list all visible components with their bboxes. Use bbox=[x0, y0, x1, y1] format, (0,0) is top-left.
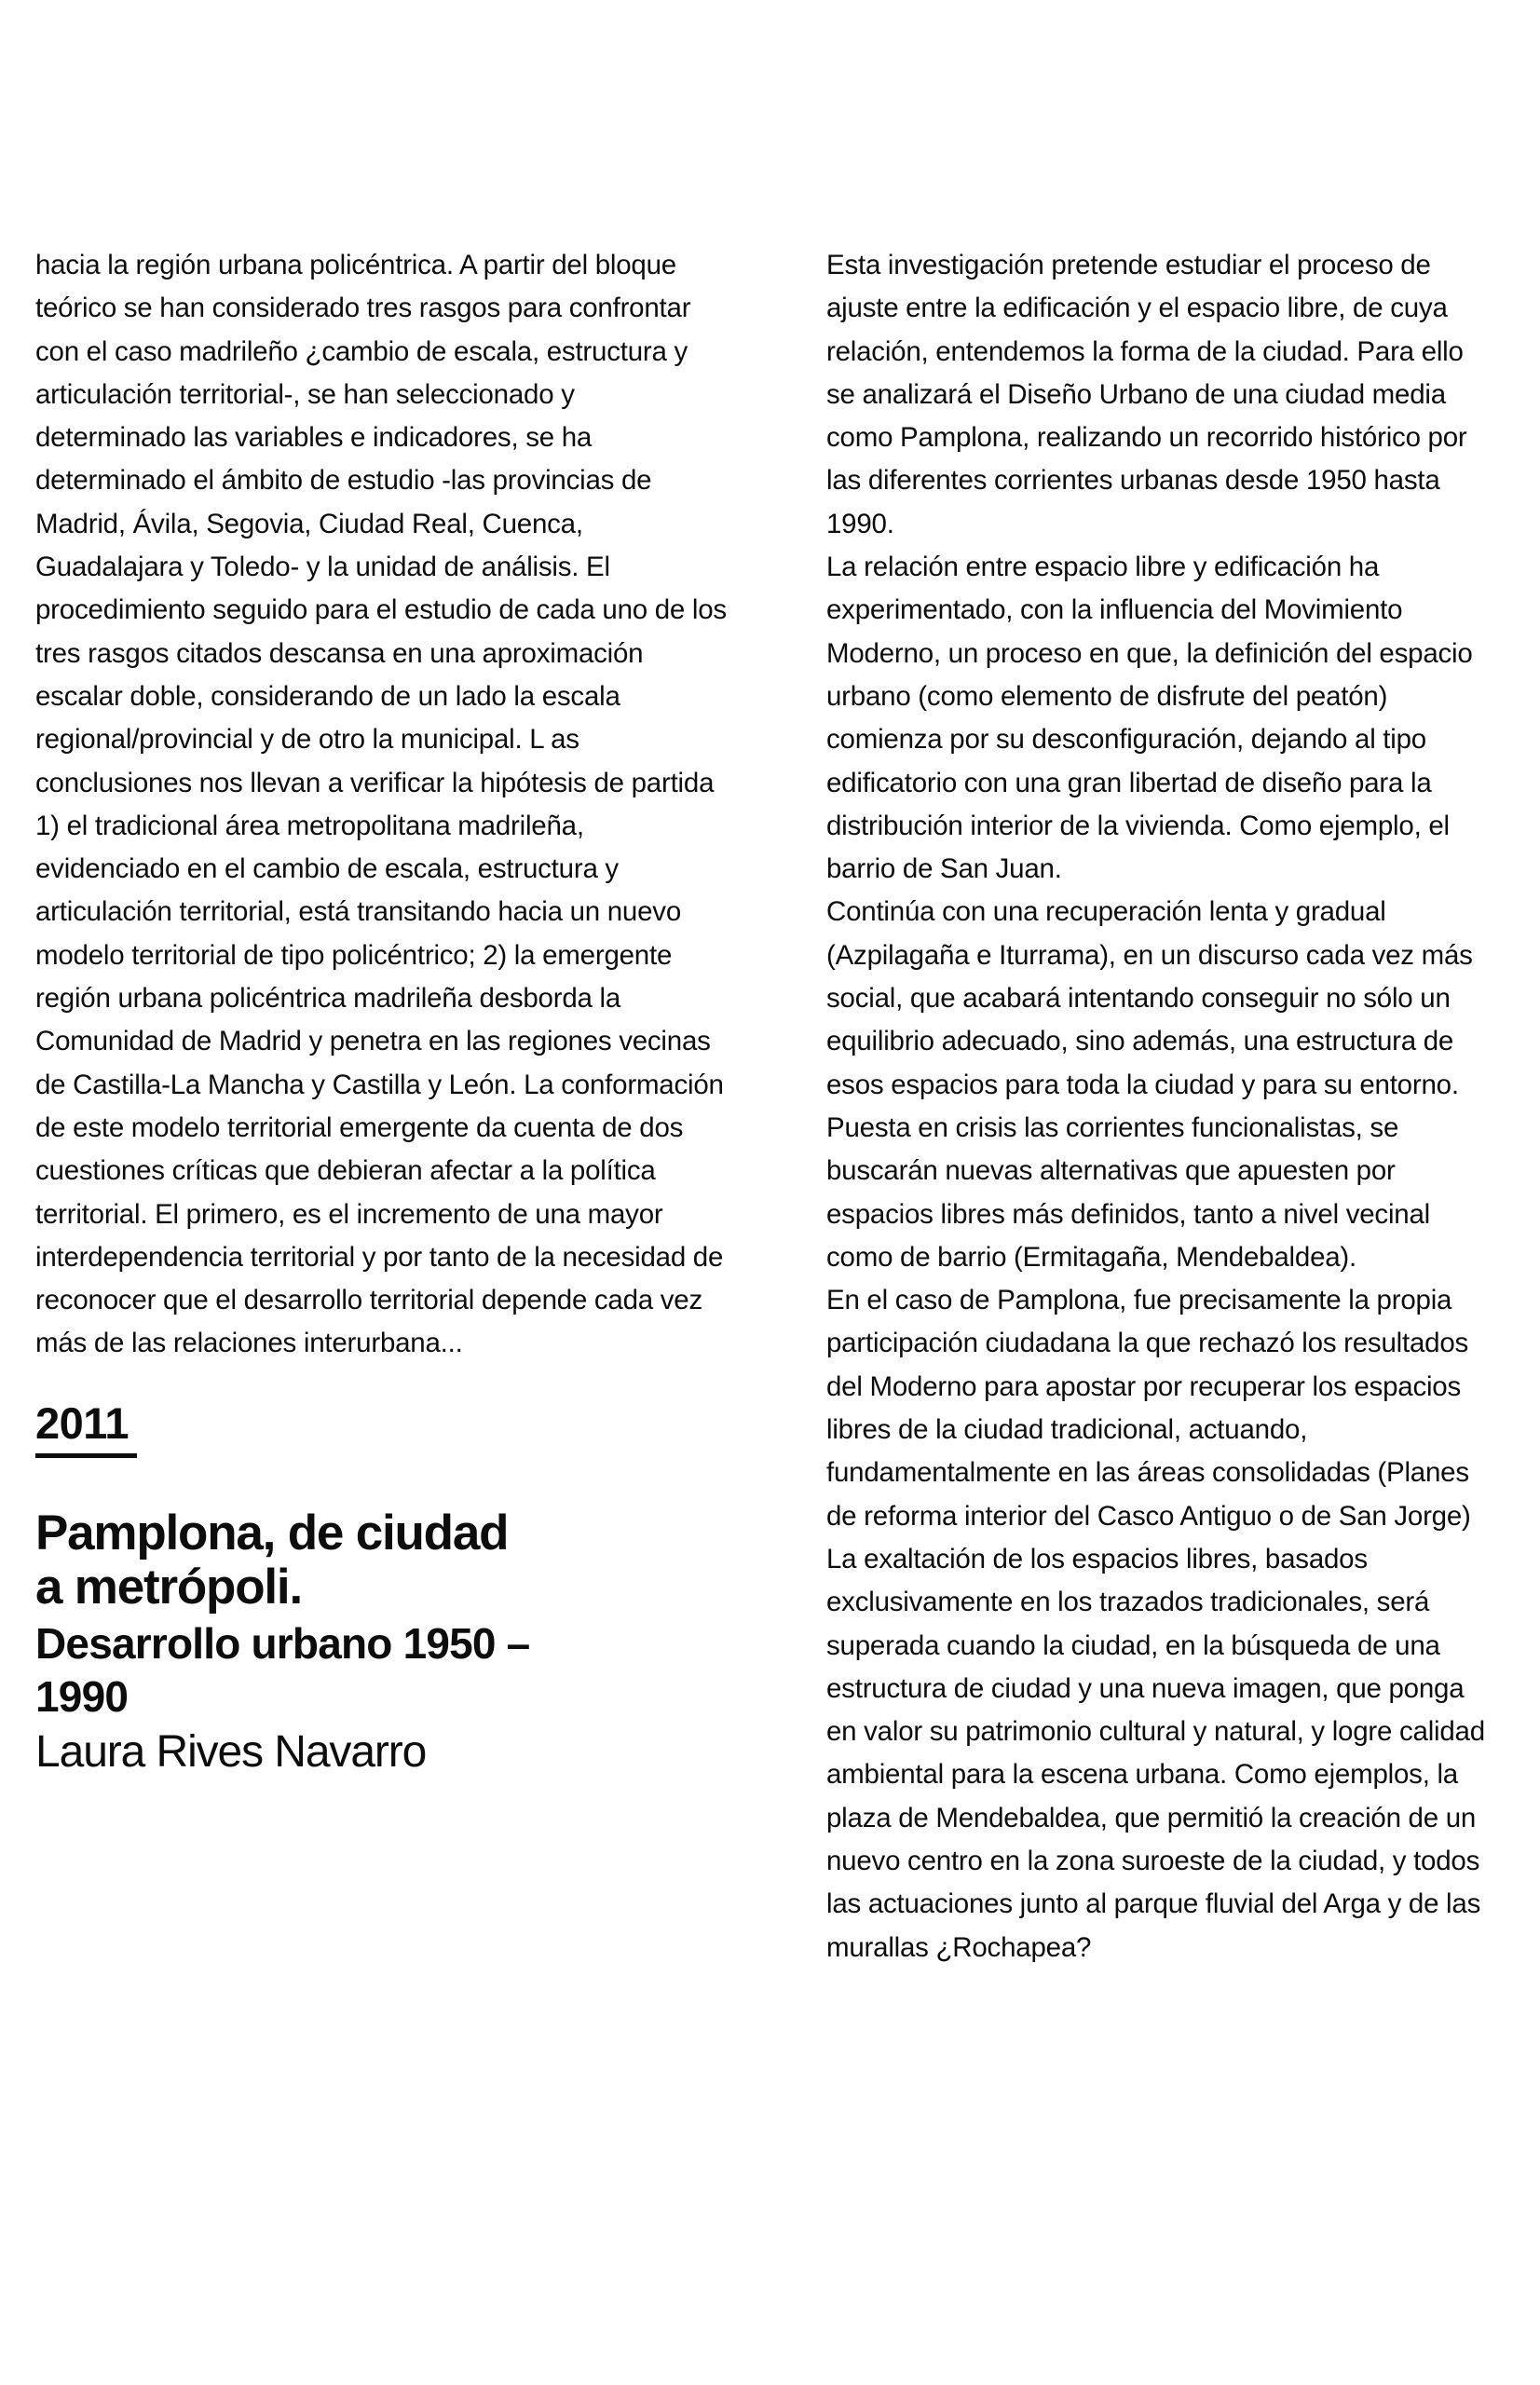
left-column bbox=[35, 244, 732, 1779]
entry-title-main: Pamplona, de ciudad a metrópoli. bbox=[35, 1505, 509, 1615]
right-column-paragraph: Continúa con una recuperación lenta y gradual (Azpilagaña e Iturrama), en un discurso cada vez más social, que acabará intentando conseguir no sólo un equilibrio adecuado, sino además, una estructura de esos espacios para toda la ciudad y para su entorno. bbox=[826, 896, 1480, 1100]
right-column-paragraph: Esta investigación pretende estudiar el proceso de ajuste entre la edificación y el espacio libre, de cuya relación, entendemos la forma de la ciudad. Para ello se analizará el Diseño Urbano de una ciudad media como Pamplona, realizando un recorrido histórico por las diferentes corrientes urbanas desde 1950 hasta 1990. bbox=[826, 250, 1475, 539]
entry-year: 2011 bbox=[35, 1401, 137, 1458]
right-column-paragraph: En el caso de Pamplona, fue precisamente la propia participación ciudadana la que rechazó los resultados del Moderno para apostar por recuperar los espacios libres de la ciudad tradicional, actuando, fundamentalmente en las áreas consolidadas (Planes de reforma interior del Casco Antiguo o de San Jorge) La exaltación de los espacios libres, basados exclusivamente en los trazados tradicionales, será superada cuando la ciudad, en la búsqueda de una estructura de ciudad y una nueva imagen, que ponga en valor su patrimonio cultural y natural, y logre calidad ambiental para la escena urbana. Como ejemplos, la plaza de Mendebaldea, que permitió la creación de un nuevo centro en la zona suroeste de la ciudad, y todos las actuaciones junto al parque fluvial del Arga y de las murallas ¿Rochapea? bbox=[826, 1285, 1492, 1963]
right-column-paragraph: Puesta en crisis las corrientes funcionalistas, se buscarán nuevas alternativas que apuesten por espacios libres más definidos, tanto a nivel vecinal como de barrio (Ermitagaña, Mendebaldea). bbox=[826, 1111, 1438, 1273]
entry-title-subtitle: Desarrollo urbano 1950 – 1990 bbox=[35, 1618, 530, 1721]
entry-title-block bbox=[35, 1506, 732, 1779]
entry-author: Laura Rives Navarro bbox=[35, 1726, 427, 1777]
two-column-layout bbox=[35, 244, 1498, 1969]
left-column-body-paragraph: hacia la región urbana policéntrica. A partir del bloque teórico se han considerado tres rasgos para confrontar con el caso madrileño ¿cambio de escala, estructura y articulación territorial-, se han seleccionado y determinado las variables e indicadores, se ha determinado el ámbito de estudio -las provincias de Madrid, Ávila, Segovia, Ciudad Real, Cuenca, Guadalajara y Toledo- y la unidad de análisis. El procedimiento seguido para el estudio de cada uno de los tres rasgos citados descansa en una aproximación escalar doble, considerando de un lado la escala regional/provincial y de otro la municipal. L as conclusiones nos llevan a verificar la hipótesis de partida 1) el tradicional área metropolitana madrileña, evidenciado en el cambio de escala, estructura y articulación territorial, está transitando hacia un nuevo modelo territorial de tipo policéntrico; 2) la emergente región urbana policéntrica madrileña desborda la Comunidad de Madrid y penetra en las regiones vecinas de Castilla-La Mancha y Castilla y León. La conformación de este modelo territorial emergente da cuenta de dos cuestiones críticas que debieran afectar a la política territorial. El primero, es el incremento de una mayor interdependencia territorial y por tanto de la necesidad de reconocer que el desarrollo territorial depende cada vez más de las relaciones interurbana... bbox=[35, 250, 734, 1359]
entry-year-block bbox=[35, 1397, 732, 1458]
right-column-paragraph: La relación entre espacio libre y edificación ha experimentado, con la influencia del Movimiento Moderno, un proceso en que, la definición del espacio urbano (como elemento de disfrute del peatón) comienza por su desconfiguración, dejando al tipo edificatorio con una gran libertad de diseño para la distribución interior de la vivienda. Como ejemplo, el barrio de San Juan. bbox=[826, 552, 1480, 885]
right-column bbox=[826, 244, 1496, 1969]
